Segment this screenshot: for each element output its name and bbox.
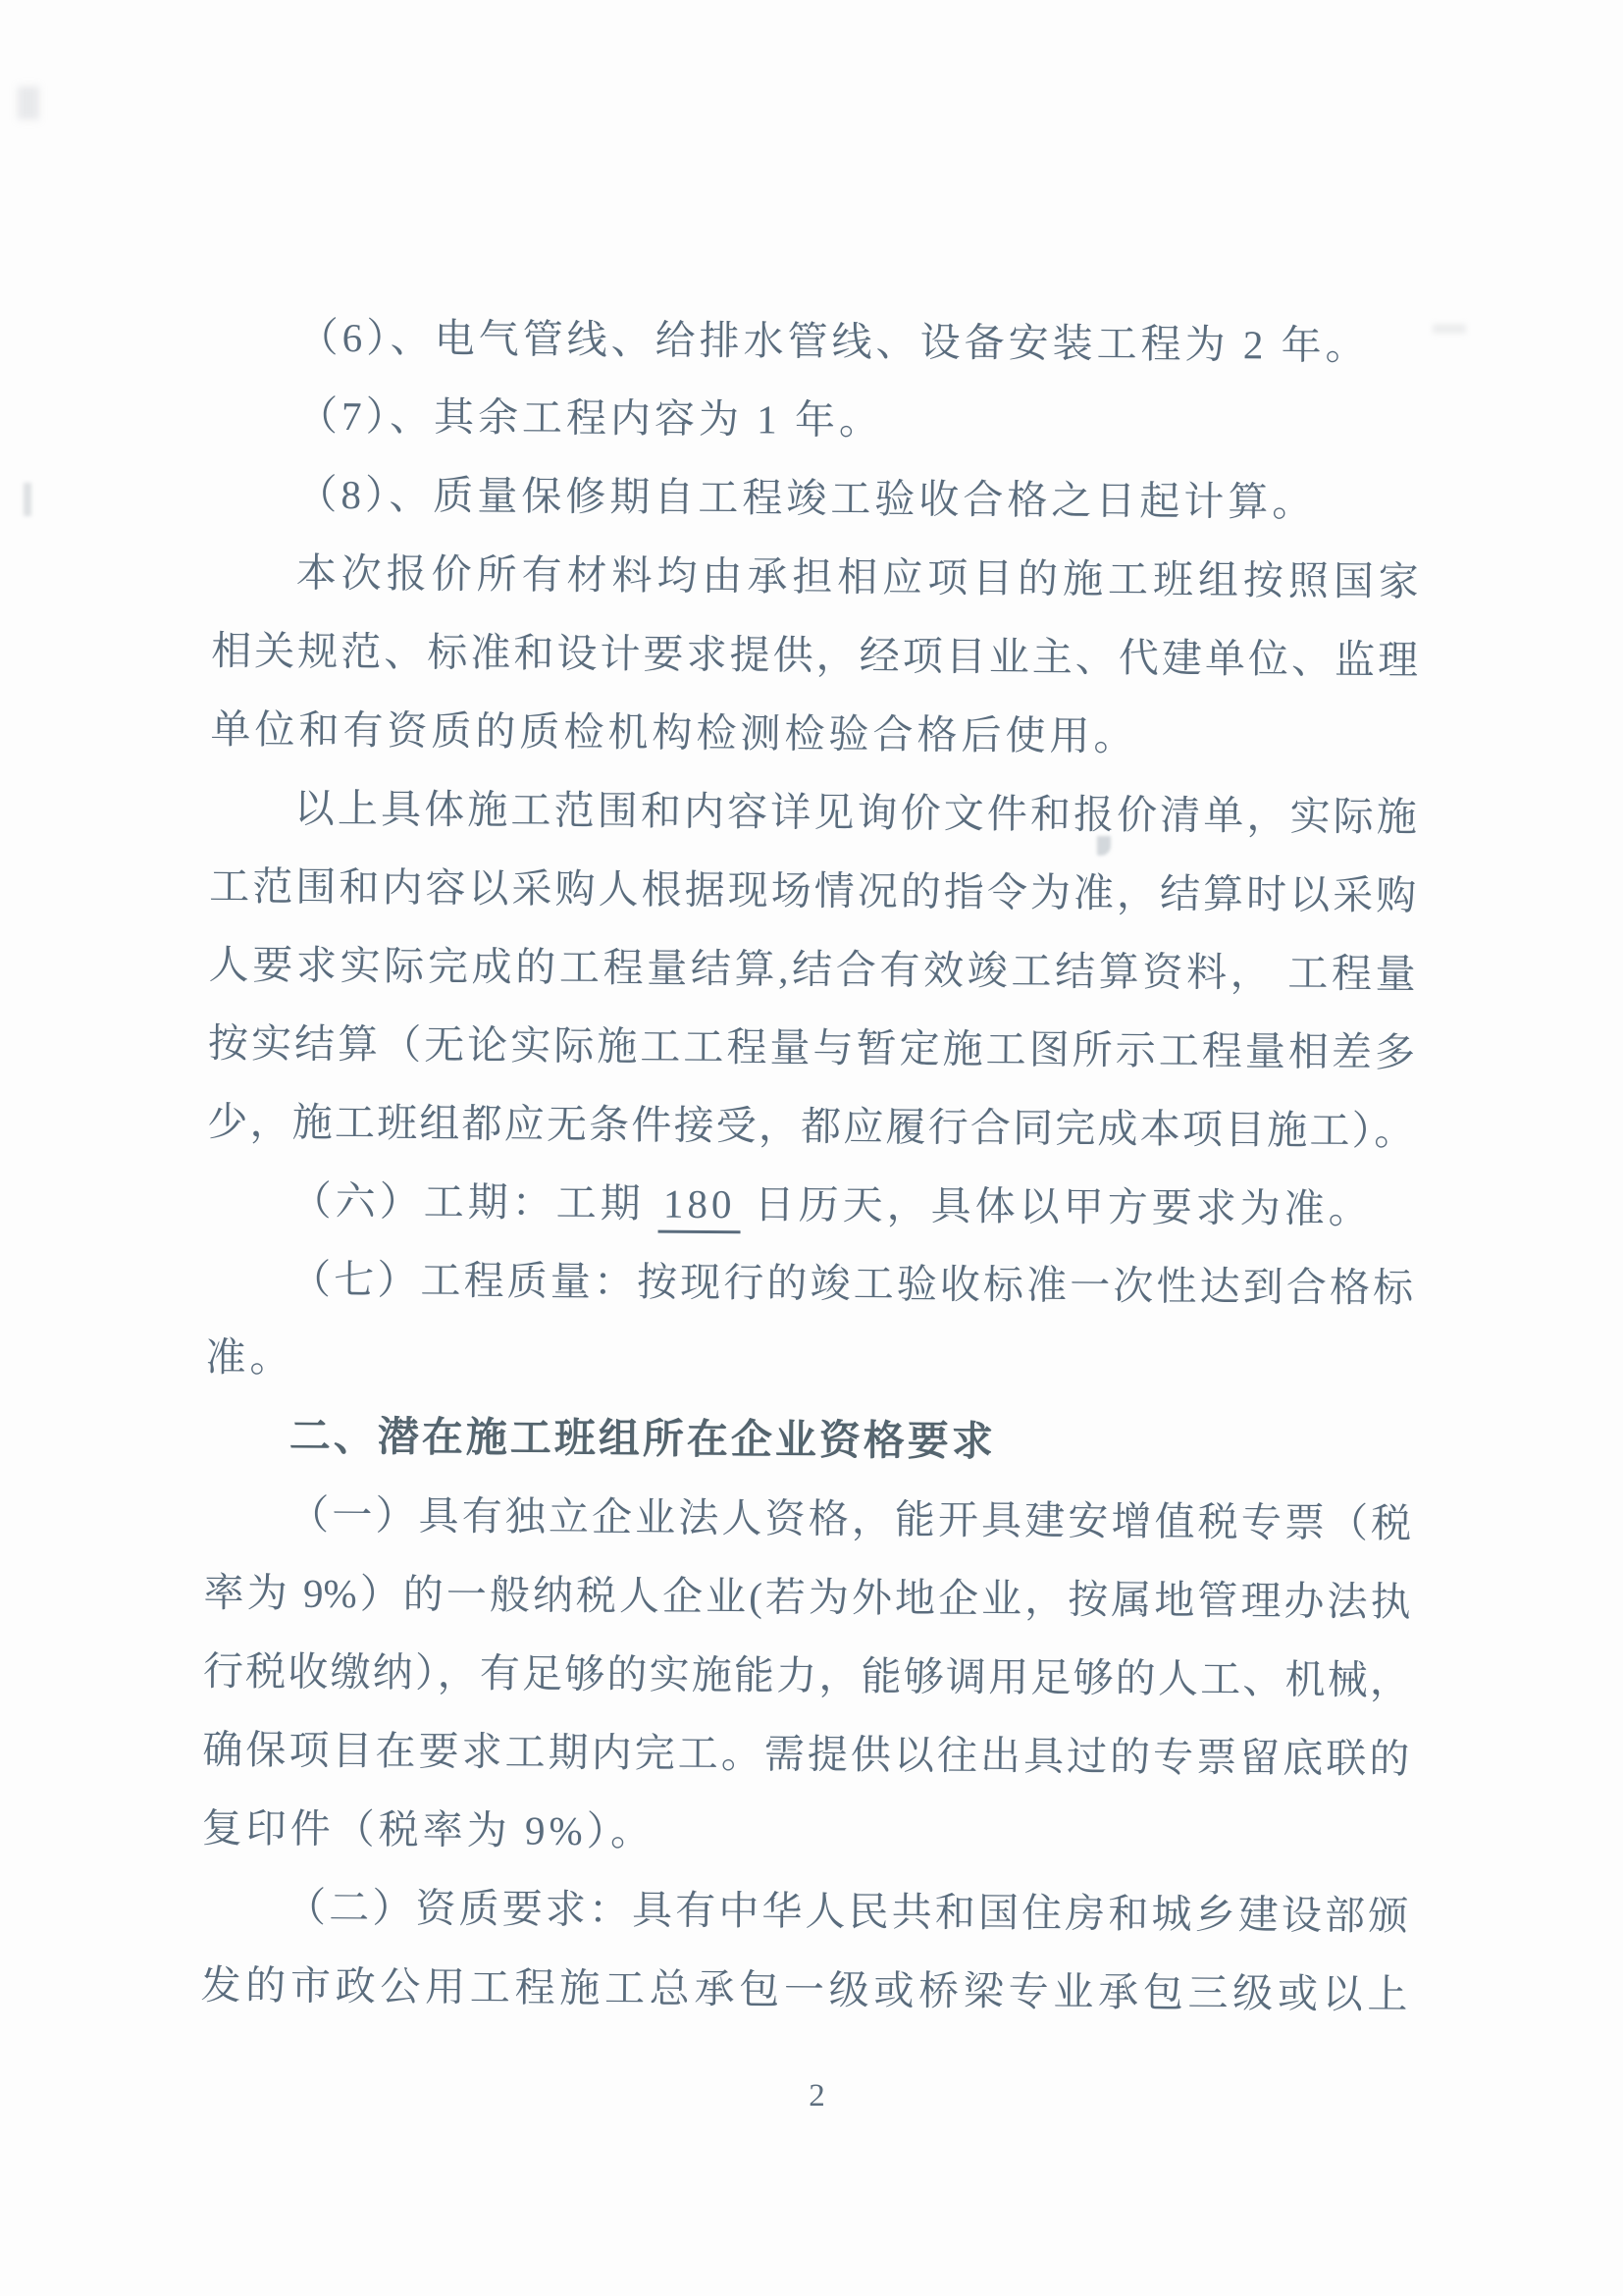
text-line	[211, 611, 1419, 700]
text-line	[212, 454, 1420, 543]
text-segment: 以上具体施工范围和内容详见询价文件和报价清单，实际施	[293, 785, 1418, 840]
text-line	[211, 533, 1419, 621]
text-segment: 相关规范、标准和设计要求提供，经项目业主、代建单位、监理	[210, 627, 1419, 683]
text-line	[207, 1082, 1415, 1171]
text-segment: 工范围和内容以采购人根据现场情况的指令为准，结算时以采购	[209, 862, 1417, 918]
text-line	[210, 690, 1418, 778]
text-segment: （七）工程质量：按现行的竣工验收标准一次性达到合格标	[289, 1256, 1414, 1311]
underlined-duration-value: 180	[658, 1181, 741, 1234]
text-segment: （二）资质要求：具有中华人民共和国住房和城乡建设部颁	[285, 1884, 1409, 1939]
text-line	[210, 768, 1418, 857]
text-segment: 行税收缴纳），有足够的实施能力，能够调用足够的人工、机械，	[202, 1647, 1411, 1703]
text-line	[208, 925, 1416, 1014]
text-line	[213, 297, 1421, 386]
text-line	[213, 376, 1421, 464]
text-segment: 率为 9%）的一般纳税人企业(若为外地企业，按属地管理办法执	[203, 1569, 1411, 1625]
text-line	[201, 1867, 1409, 1956]
text-segment: （7）、其余工程内容为 1 年。	[296, 392, 884, 444]
text-segment: （8）、质量保修期自工程竣工验收合格之日起计算。	[296, 471, 1317, 525]
scan-smudge	[1433, 324, 1466, 334]
text-line	[200, 1946, 1408, 2034]
text-segment: 确保项目在要求工期内完工。需提供以往出具过的专票留底联的	[202, 1726, 1410, 1782]
text-segment: 二、潜在施工班组所在企业资格要求	[288, 1412, 997, 1465]
text-segment: 单位和有资质的质检机构检测检验合格后使用。	[210, 705, 1138, 759]
text-line	[203, 1553, 1411, 1642]
text-segment: 按实结算（无论实际施工工程量与暂定施工图所示工程量相差多	[207, 1019, 1416, 1075]
text-line	[205, 1318, 1413, 1406]
text-line	[203, 1632, 1411, 1720]
text-line	[204, 1475, 1412, 1563]
text-segment: （一）具有独立企业法人资格，能开具建安增值税专票（税	[288, 1491, 1412, 1546]
text-segment: 准。	[205, 1333, 294, 1381]
text-segment: 人要求实际完成的工程量结算,结合有效竣工结算资料， 工程量	[208, 941, 1416, 997]
text-line	[206, 1239, 1414, 1328]
text-segment: 少，施工班组都应无条件接受，都应履行合同完成本项目施工）。	[207, 1098, 1415, 1154]
text-line	[209, 847, 1417, 935]
text-line	[206, 1161, 1414, 1249]
scan-smudge	[18, 86, 39, 120]
page-number: 2	[809, 2078, 826, 2113]
text-line	[208, 1004, 1416, 1092]
text-segment: 复印件（税率为 9%）。	[201, 1804, 655, 1854]
text-lines	[200, 297, 1421, 2034]
text-segment: 本次报价所有材料均由承担相应项目的施工班组按照国家	[295, 549, 1419, 604]
section-heading	[205, 1396, 1413, 1485]
text-segment: 发的市政公用工程施工总承包一级或桥梁专业承包三级或以上	[200, 1961, 1408, 2017]
text-segment: 日历天，具体以甲方要求为准。	[740, 1181, 1373, 1232]
text-line	[201, 1789, 1409, 1877]
text-line	[202, 1710, 1410, 1799]
text-segment: （6）、电气管线、给排水管线、设备安装工程为 2 年。	[297, 314, 1370, 369]
text-segment: （六）工期：工期	[290, 1177, 659, 1226]
scan-smudge	[24, 483, 31, 516]
